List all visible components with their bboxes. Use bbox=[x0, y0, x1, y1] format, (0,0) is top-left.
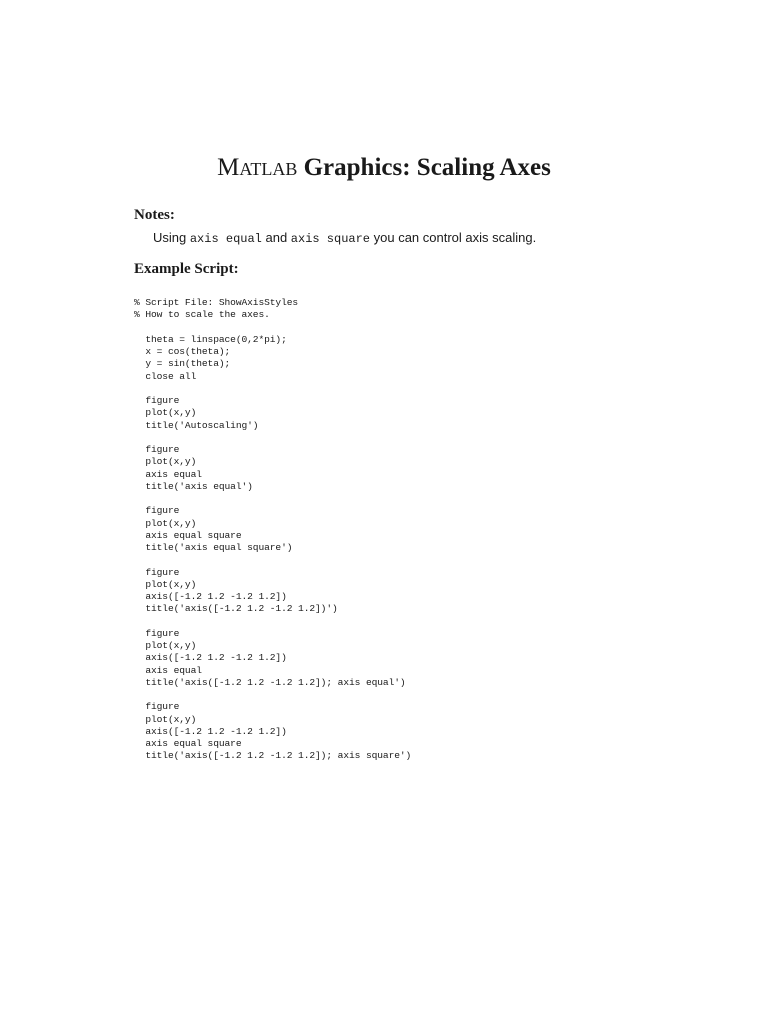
code-line: axis equal square bbox=[134, 738, 242, 749]
code-line: plot(x,y) bbox=[134, 640, 197, 651]
title-subject: Graphics: Scaling Axes bbox=[303, 154, 551, 181]
code-line: figure bbox=[134, 505, 180, 517]
code-line: figure bbox=[134, 701, 180, 713]
code-line: plot(x,y) bbox=[134, 713, 197, 725]
code-line: y = sin(theta); bbox=[134, 358, 231, 370]
code-line: plot(x,y) bbox=[134, 456, 197, 468]
page-title bbox=[0, 152, 768, 184]
code-comment-line: % Script File: ShowAxisStyles bbox=[134, 297, 299, 308]
code-line: x = cos(theta); bbox=[134, 346, 231, 357]
notes-text-after: you can control axis scaling. bbox=[370, 230, 537, 245]
notes-heading: Notes: bbox=[134, 207, 175, 223]
code-line: close all bbox=[134, 370, 197, 382]
code-line: figure bbox=[134, 444, 180, 455]
code-line: axis equal bbox=[134, 468, 202, 480]
code-line: title('axis equal') bbox=[134, 480, 253, 492]
code-line: axis equal square bbox=[134, 529, 242, 541]
code-line: figure bbox=[134, 627, 180, 639]
code-line: axis([-1.2 1.2 -1.2 1.2]) bbox=[134, 725, 287, 737]
notes-code-axis-square: axis square bbox=[290, 232, 371, 246]
code-line: title('axis([-1.2 1.2 -1.2 1.2])') bbox=[134, 603, 338, 615]
code-line: title('axis([-1.2 1.2 -1.2 1.2]); axis square') bbox=[134, 750, 412, 762]
code-line: figure bbox=[134, 395, 180, 406]
code-line: plot(x,y) bbox=[134, 517, 197, 529]
code-line: axis equal bbox=[134, 664, 202, 676]
code-line bbox=[134, 383, 411, 395]
code-line: figure bbox=[134, 566, 180, 578]
code-listing bbox=[134, 297, 411, 763]
code-line: theta = linspace(0,2*pi); bbox=[134, 333, 287, 345]
notes-text bbox=[153, 229, 536, 248]
code-line: title('axis([-1.2 1.2 -1.2 1.2]); axis equal') bbox=[134, 676, 406, 688]
code-line bbox=[134, 432, 411, 444]
notes-text-middle: and bbox=[261, 230, 291, 245]
code-line: axis([-1.2 1.2 -1.2 1.2]) bbox=[134, 591, 287, 602]
code-line: plot(x,y) bbox=[134, 578, 197, 590]
code-line: axis([-1.2 1.2 -1.2 1.2]) bbox=[134, 652, 287, 664]
code-line bbox=[134, 616, 411, 628]
code-line bbox=[134, 689, 411, 701]
notes-text-before: Using bbox=[153, 230, 190, 245]
title-matlab-word: Matlab bbox=[217, 154, 298, 181]
code-line bbox=[134, 322, 411, 334]
code-comment-line: % How to scale the axes. bbox=[134, 309, 270, 321]
notes-code-axis-equal: axis equal bbox=[189, 232, 262, 246]
example-script-heading: Example Script: bbox=[134, 261, 239, 277]
code-line bbox=[134, 493, 411, 505]
code-line bbox=[134, 554, 411, 566]
code-line: plot(x,y) bbox=[134, 407, 197, 419]
code-line: title('Autoscaling') bbox=[134, 419, 259, 431]
code-line: title('axis equal square') bbox=[134, 542, 293, 553]
